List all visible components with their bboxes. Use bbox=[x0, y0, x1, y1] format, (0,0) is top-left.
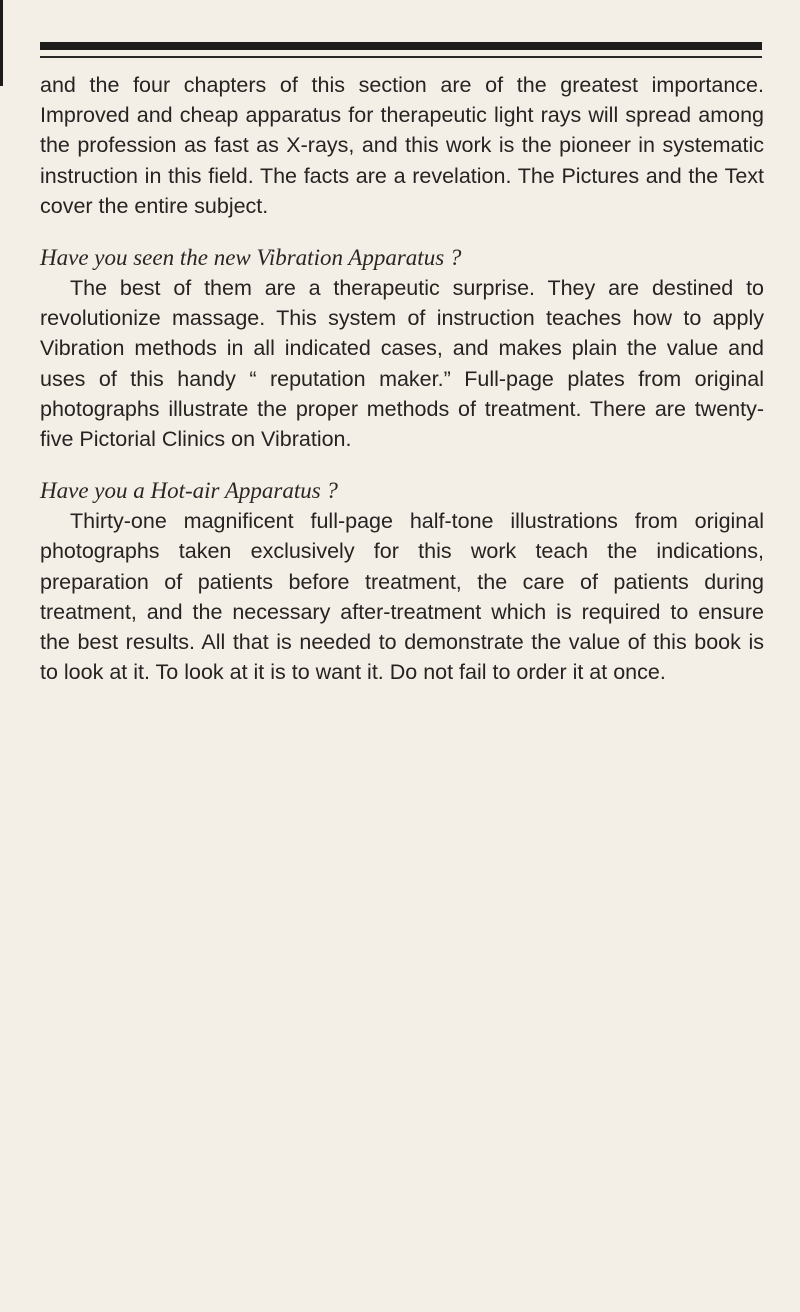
section-vibration bbox=[40, 243, 764, 454]
intro-paragraph: and the four chapters of this section are of the greatest importance. Improved and cheap apparatus for therapeutic light rays will spread among the profession as fast as X-rays, and this work is the pioneer in systematic instruction in this field. The facts are a revelation. The Pictures and the Text cover the entire subject. bbox=[40, 73, 764, 218]
section-heading-vibration: Have you seen the new Vibration Apparatus ? bbox=[40, 245, 462, 271]
section-heading-hot-air: Have you a Hot-air Apparatus ? bbox=[40, 478, 338, 504]
top-rule-thin bbox=[40, 56, 762, 58]
section-body-hot-air: Thirty-one magnificent full-page half-tone illustrations from original photographs taken exclusively for this work teach the indications, preparation of patients before treatment, the care of patients during treatment, and the necessary after-treatment which is required to ensure the best results. All that is needed to demonstrate the value of this book is to look at it. To look at it is to want it. Do not fail to order it at once. bbox=[40, 509, 764, 685]
top-rule bbox=[40, 42, 762, 50]
page-edge-mark bbox=[0, 0, 3, 86]
page-content bbox=[40, 70, 764, 687]
section-hot-air bbox=[40, 476, 764, 687]
section-body-vibration: The best of them are a therapeutic surprise. They are destined to revolutionize massage. This system of instruction teaches how to apply Vibration methods in all indicated cases, and makes plain the value and uses of this handy “ reputation maker.” Full-page plates from original photographs illustrate the proper methods of treatment. There are twenty-five Pictorial Clinics on Vibration. bbox=[40, 276, 764, 452]
